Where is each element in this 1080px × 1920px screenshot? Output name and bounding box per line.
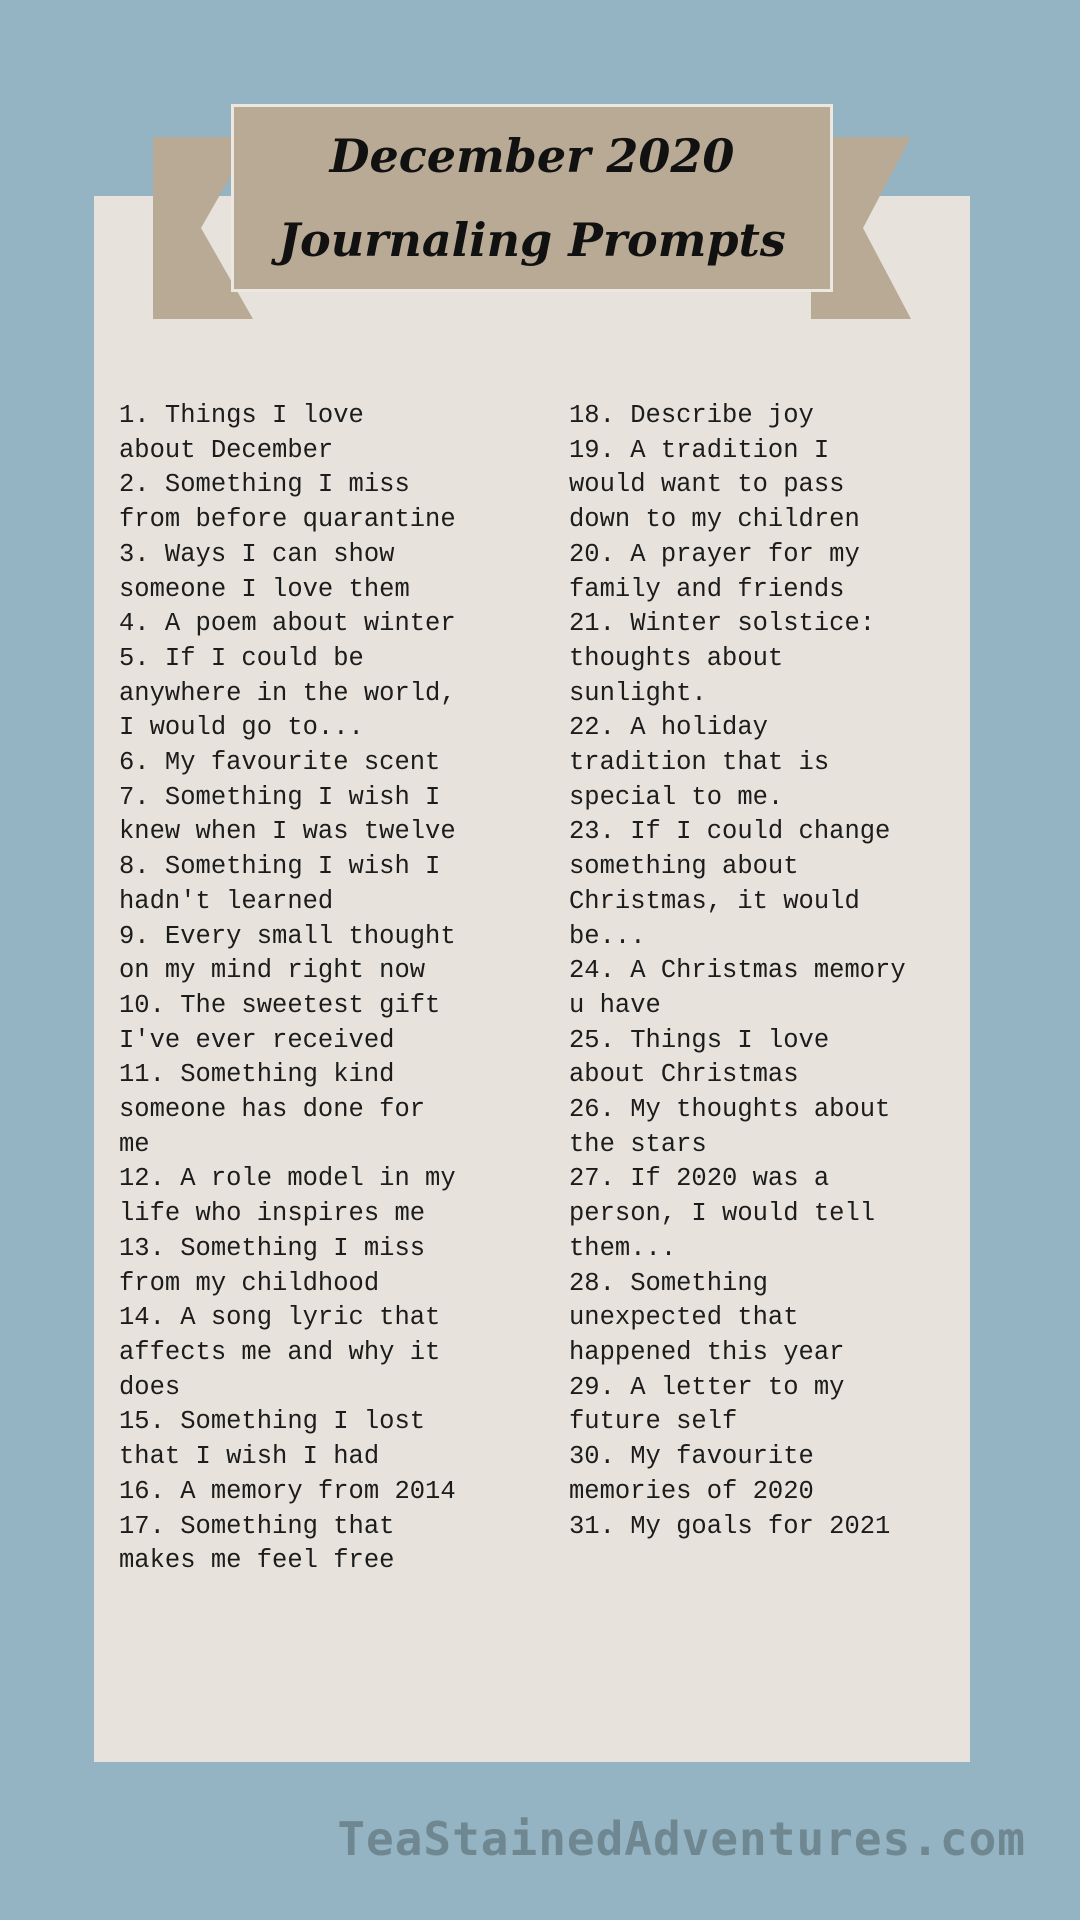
prompt-item: 27. If 2020 was a person, I would tell them... bbox=[569, 1164, 876, 1263]
prompt-item: 2. Something I miss from before quarantine bbox=[119, 470, 456, 535]
prompt-item: 26. My thoughts about the stars bbox=[569, 1095, 891, 1159]
prompt-item: 30. My favourite memories of 2020 bbox=[569, 1442, 814, 1506]
prompt-item: 25. Things I love about Christmas bbox=[569, 1025, 830, 1090]
prompt-item: 12. A role model in my life who inspires me bbox=[119, 1164, 456, 1229]
prompt-item: 31. My goals for 2021 bbox=[569, 1511, 891, 1541]
prompt-item: 29. A letter to my future self bbox=[569, 1372, 845, 1437]
prompt-item: 18. Describe joy bbox=[569, 401, 814, 430]
prompt-item: 1. Things I love about December bbox=[119, 401, 364, 465]
prompt-item: 6. My favourite scent bbox=[119, 748, 441, 778]
prompt-item: 16. A memory from 2014 bbox=[119, 1476, 456, 1506]
prompt-item: 13. Something I miss from my childhood bbox=[119, 1233, 426, 1298]
prompt-column-left bbox=[119, 399, 569, 1579]
prompt-item: 23. If I could change something about Christmas, it would be... bbox=[569, 817, 891, 951]
prompt-item: 9. Every small thought on my mind right now bbox=[119, 921, 456, 986]
prompt-item: 4. A poem about winter bbox=[119, 609, 456, 639]
prompt-item: 28. Something unexpected that happened this year bbox=[569, 1268, 845, 1367]
prompt-column-right bbox=[569, 399, 969, 1579]
prompt-item: 22. A holiday tradition that is special to me. bbox=[569, 713, 830, 812]
prompt-item: 17. Something that makes me feel free bbox=[119, 1511, 395, 1576]
prompt-item: 14. A song lyric that affects me and why it does bbox=[119, 1303, 441, 1402]
prompt-item: 10. The sweetest gift I've ever received bbox=[119, 990, 441, 1055]
title-banner bbox=[231, 104, 833, 292]
prompt-item: 24. A Christmas memory u have bbox=[569, 956, 906, 1020]
prompt-item: 15. Something I lost that I wish I had bbox=[119, 1407, 426, 1472]
prompt-item: 3. Ways I can show someone I love them bbox=[119, 539, 410, 604]
prompt-list bbox=[119, 399, 969, 1579]
prompt-item: 7. Something I wish I knew when I was twelve bbox=[119, 782, 456, 847]
prompt-item: 19. A tradition I would want to pass down to my children bbox=[569, 435, 860, 535]
prompt-item: 5. If I could be anywhere in the world, I would go to... bbox=[119, 643, 456, 743]
prompt-item: 21. Winter solstice: thoughts about sunlight. bbox=[569, 609, 876, 708]
prompt-item: 20. A prayer for my family and friends bbox=[569, 539, 860, 604]
prompt-item: 11. Something kind someone has done for me bbox=[119, 1060, 426, 1159]
website-footer: TeaStainedAdventures.com bbox=[337, 1812, 1026, 1866]
prompt-item: 8. Something I wish I hadn't learned bbox=[119, 852, 441, 916]
page-title: December 2020 Journaling Prompts bbox=[278, 129, 786, 267]
